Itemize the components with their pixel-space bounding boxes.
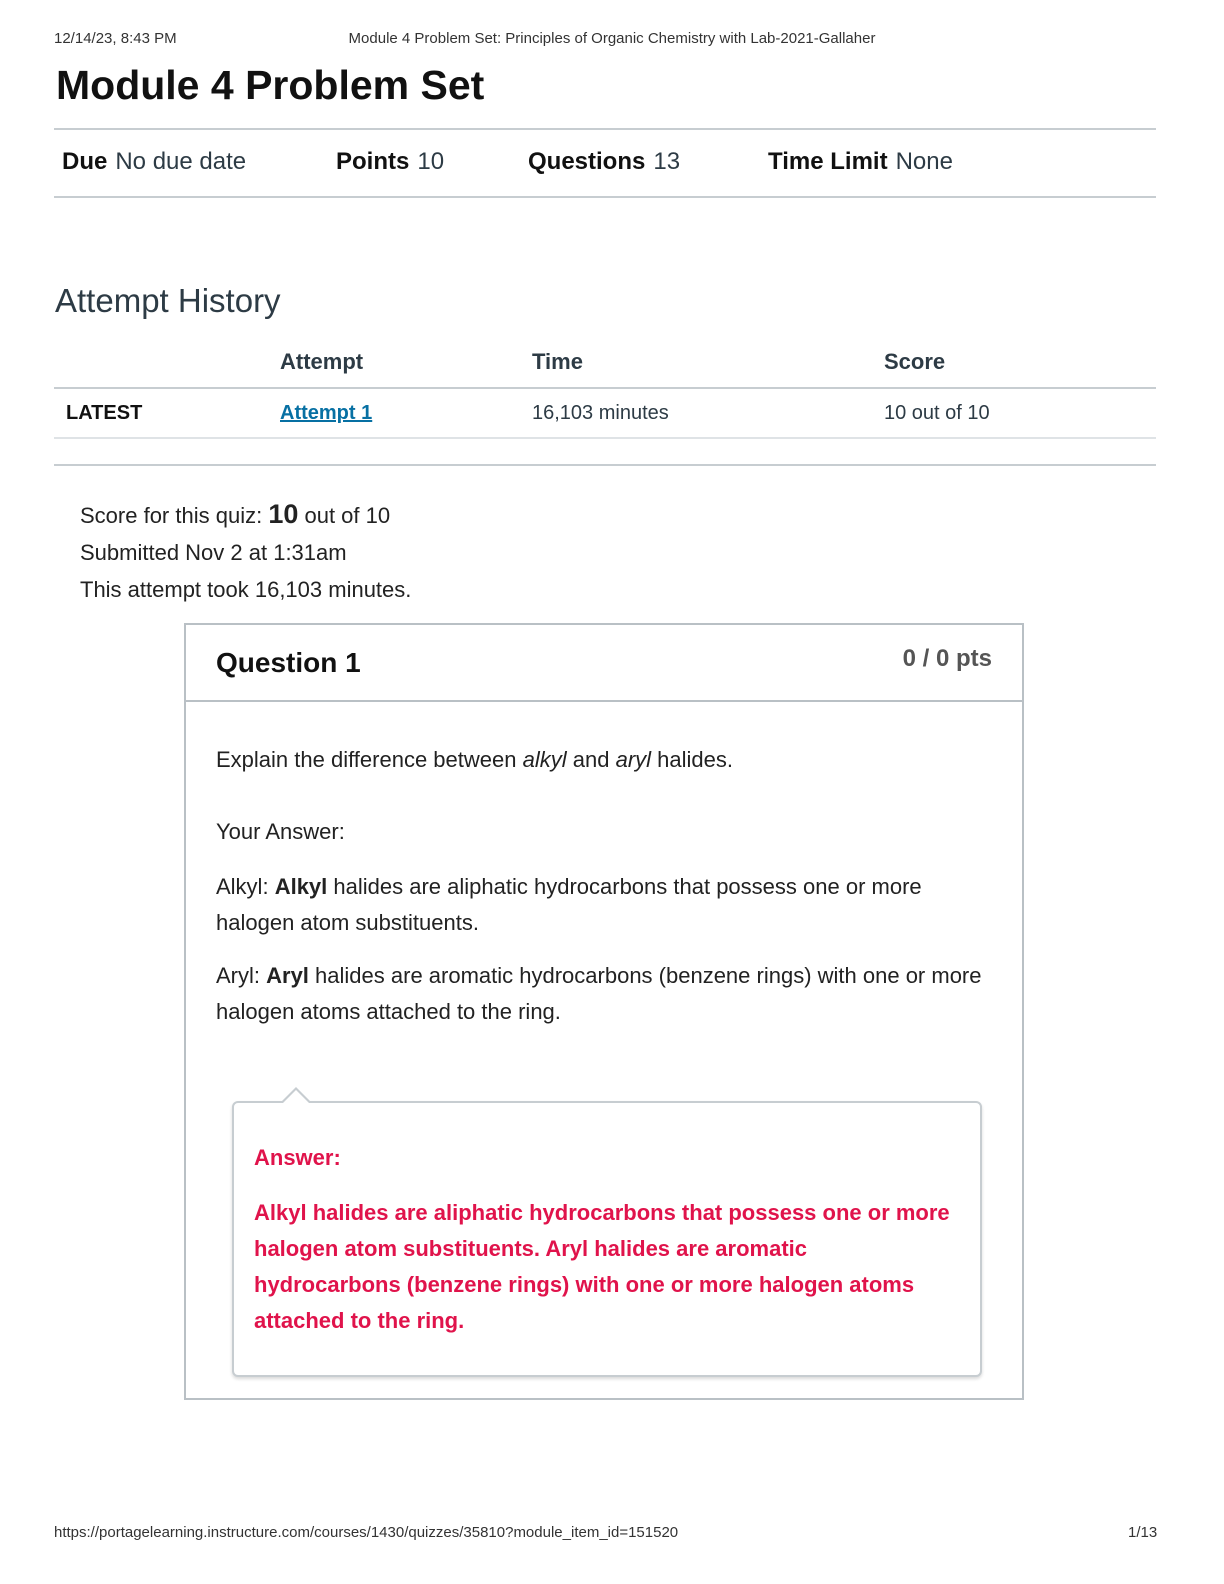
print-document-title: Module 4 Problem Set: Principles of Organic Chemistry with Lab-2021-Gallaher (348, 30, 876, 47)
answer-caret-inner (282, 1090, 310, 1104)
attempt-history-table (54, 345, 1156, 439)
score-suffix: out of 10 (304, 503, 391, 528)
question-title: Question 1 (216, 647, 361, 678)
alkyl-lead: Alkyl: (216, 874, 269, 899)
print-url: https://portagelearning.instructure.com/courses/1430/quizzes/35810?module_item_id=151520 (54, 1524, 679, 1541)
latest-tag: LATEST (54, 388, 280, 438)
term-aryl: aryl (615, 747, 652, 772)
column-header (54, 345, 280, 388)
time-limit-detail (768, 148, 953, 176)
section-divider (54, 464, 1156, 466)
points-detail (336, 148, 444, 176)
question-header (186, 625, 1022, 702)
column-header-score: Score (884, 345, 1156, 388)
quiz-summary (80, 496, 411, 608)
attempt-link[interactable]: Attempt 1 (280, 401, 373, 424)
due-detail (62, 148, 246, 176)
questions-label: Questions (528, 148, 646, 175)
column-header-attempt: Attempt (280, 345, 532, 388)
print-datetime: 12/14/23, 8:43 PM (54, 30, 177, 47)
question-text-suffix: halides. (657, 747, 734, 772)
points-label: Points (336, 148, 410, 175)
answer-text: Alkyl halides are aliphatic hydrocarbons that possess one or more halogen atom substituents. Aryl halides are aromatic hydrocarbons (benzene rings) with one or more halogen atoms attached to the ring. (254, 1200, 950, 1333)
attempt-cell (280, 388, 532, 438)
time-limit-label: Time Limit (768, 148, 888, 175)
points-value: 10 (417, 148, 445, 175)
questions-value: 13 (653, 148, 681, 175)
aryl-rest: halides are aromatic hydrocarbons (benzene rings) with one or more halogen atoms attached to the ring. (216, 963, 982, 1024)
question-text-and: and (572, 747, 610, 772)
submitted-line: Submitted Nov 2 at 1:31am (80, 540, 347, 565)
alkyl-rest: halides are aliphatic hydrocarbons that possess one or more halogen atom substituents. (216, 874, 922, 935)
your-answer-label: Your Answer: (216, 819, 345, 844)
table-header-row (54, 345, 1156, 388)
term-alkyl: alkyl (522, 747, 567, 772)
time-cell: 16,103 minutes (532, 388, 884, 438)
duration-line: This attempt took 16,103 minutes. (80, 577, 412, 602)
questions-detail (528, 148, 680, 176)
correct-answer-box (232, 1101, 982, 1377)
question-points: 0 / 0 pts (902, 645, 992, 672)
table-row (54, 388, 1156, 438)
student-answer-aryl (216, 958, 996, 1030)
time-limit-value: None (895, 148, 953, 175)
due-value: No due date (115, 148, 247, 175)
answer-label: Answer: (254, 1145, 341, 1170)
score-cell: 10 out of 10 (884, 388, 1156, 438)
score-line (80, 496, 411, 534)
question-text (216, 747, 733, 773)
question-card (184, 623, 1024, 1400)
due-label: Due (62, 148, 108, 175)
print-page-number: 1/13 (1128, 1524, 1158, 1541)
attempt-history-heading: Attempt History (55, 282, 281, 319)
column-header-time: Time (532, 345, 884, 388)
alkyl-bold: Alkyl (274, 874, 328, 899)
page-title: Module 4 Problem Set (56, 62, 485, 108)
aryl-lead: Aryl: (216, 963, 260, 988)
quiz-details-bar (54, 128, 1156, 198)
print-header (0, 0, 1224, 60)
score-prefix: Score for this quiz: (80, 503, 263, 528)
aryl-bold: Aryl (266, 963, 309, 988)
student-answer-alkyl (216, 869, 996, 941)
score-value: 10 (268, 499, 299, 529)
question-text-prefix: Explain the difference between (216, 747, 517, 772)
